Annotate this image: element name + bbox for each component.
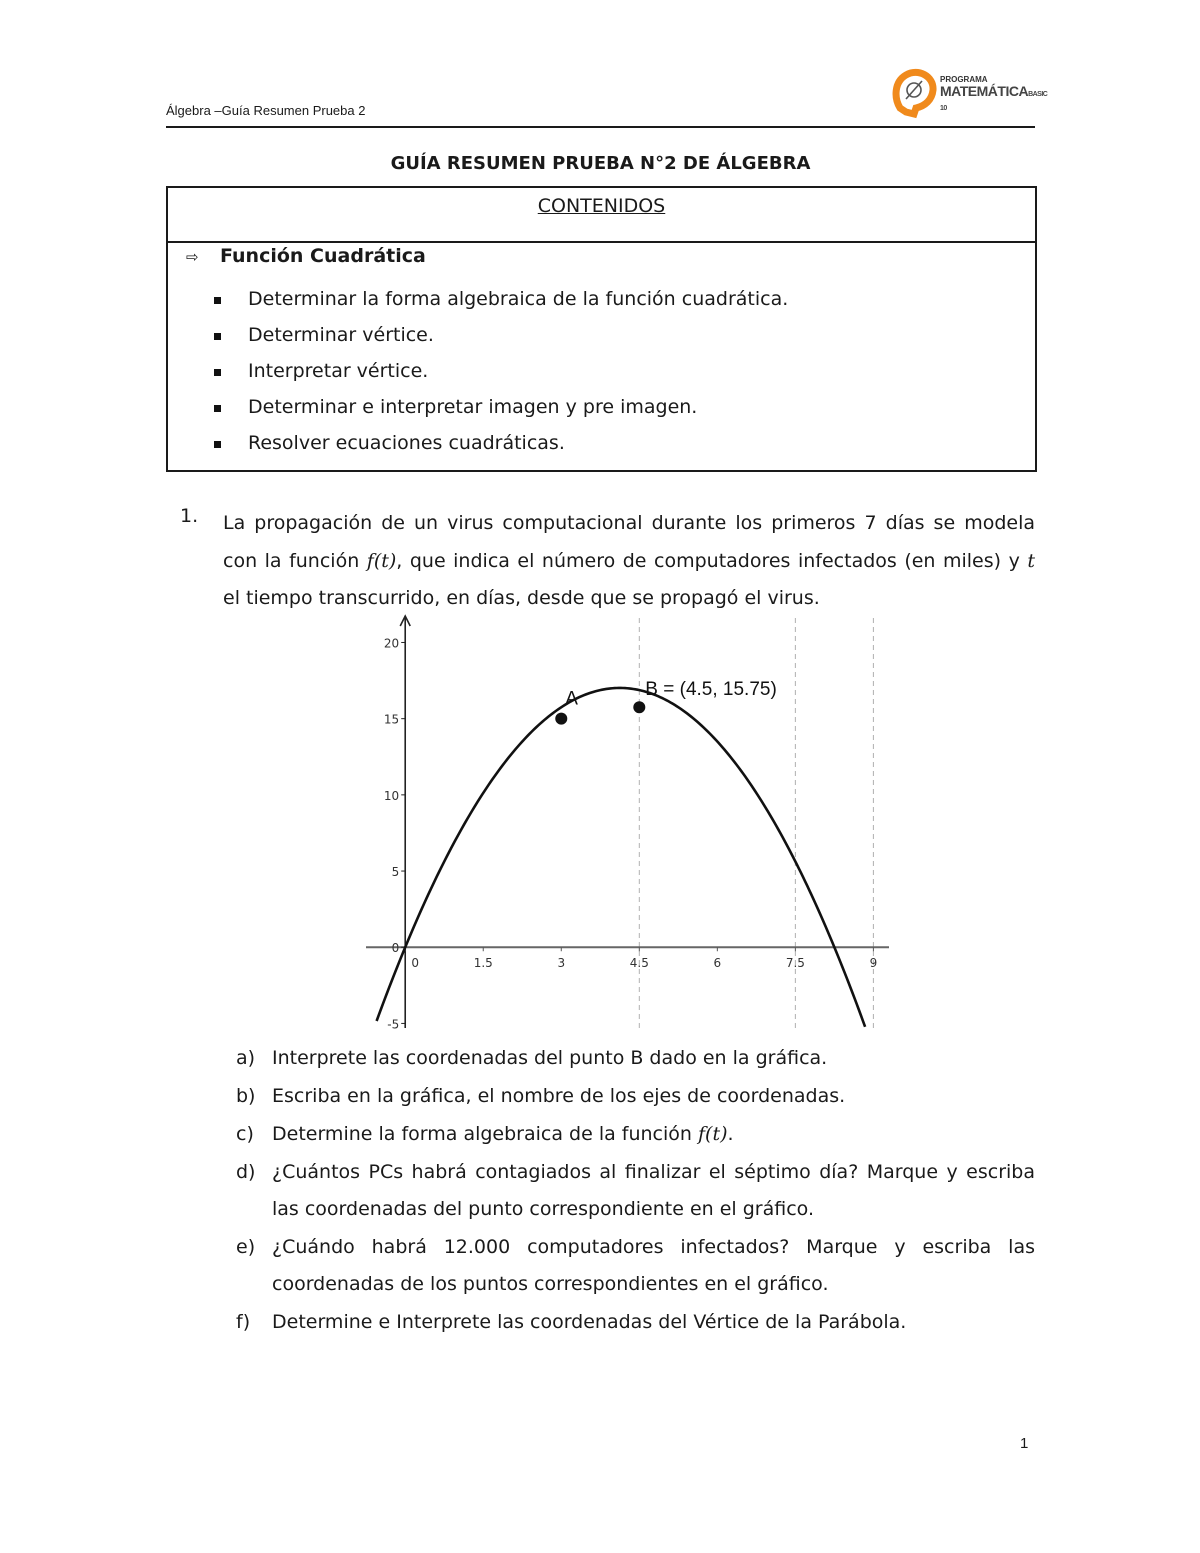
subquestion-list: [236, 1040, 1035, 1342]
program-logo: [892, 68, 1048, 120]
list-item-text: Determinar la forma algebraica de la función cuadrática.: [248, 288, 789, 310]
list-item: [208, 432, 788, 468]
logo-line2: [940, 84, 1047, 112]
y-tick-label: -5: [387, 1017, 400, 1030]
contents-table: [166, 186, 1037, 472]
variable-notation: t: [1027, 549, 1035, 572]
point-A: [555, 713, 567, 725]
logo-text: [940, 76, 1047, 112]
y-tick-label: 0: [391, 941, 400, 956]
point-B: [633, 701, 645, 713]
y-tick-label: 10: [383, 788, 400, 803]
question-text: [223, 505, 1035, 618]
contents-list: [208, 288, 788, 468]
subquestion-f: [236, 1304, 1035, 1341]
logo-line2-text: MATEMÁTICA: [940, 83, 1029, 99]
bullet-square-icon: [214, 441, 221, 448]
bullet-square-icon: [214, 369, 221, 376]
point-label-B: B = (4.5, 15.75): [645, 679, 777, 701]
subquestion-text: Determine e Interprete las coordenadas del Vértice de la Parábola.: [272, 1311, 907, 1333]
page-header: [166, 75, 1048, 128]
bullet-square-icon: [214, 405, 221, 412]
function-notation: f(t): [698, 1123, 728, 1145]
question-text-part2: , que indica el número de computadores infectados (en miles) y: [396, 549, 1028, 572]
contents-heading: CONTENIDOS: [537, 195, 666, 217]
topic-label: Función Cuadrática: [220, 245, 426, 267]
x-tick-label: 0: [411, 956, 420, 971]
page-number: 1: [1020, 1435, 1029, 1452]
y-tick-label: 20: [383, 636, 400, 651]
x-tick-label: 4.5: [629, 956, 649, 971]
logo-line1: PROGRAMA: [940, 75, 988, 84]
subquestion-label: a): [236, 1047, 256, 1069]
y-tick-label: 15: [383, 712, 400, 727]
subquestion-label: e): [236, 1236, 256, 1258]
bullet-square-icon: [214, 297, 221, 304]
subquestion-e: [236, 1229, 1035, 1303]
x-tick-label: 7.5: [785, 956, 805, 971]
subquestion-a: [236, 1040, 1035, 1077]
logo-line2-suffix: BASIC 10: [940, 91, 1048, 112]
x-tick-label: 3: [557, 956, 566, 971]
list-item-text: Determinar e interpretar imagen y pre imagen.: [248, 396, 698, 418]
contents-header-row: [168, 188, 1035, 243]
topic-heading: [186, 245, 426, 267]
function-notation: f(t): [366, 549, 397, 572]
arrow-right-icon: ⇨: [186, 248, 199, 266]
subquestion-label: c): [236, 1123, 254, 1145]
parabola-chart: [360, 612, 895, 1030]
axes: [366, 616, 889, 1028]
list-item-text: Resolver ecuaciones cuadráticas.: [248, 432, 565, 454]
bullet-square-icon: [214, 333, 221, 340]
subquestion-b: [236, 1078, 1035, 1115]
subquestion-label: b): [236, 1085, 256, 1107]
subquestion-label: d): [236, 1161, 256, 1183]
list-item: [208, 288, 788, 324]
list-item: [208, 360, 788, 396]
subquestion-text: ¿Cuántos PCs habrá contagiados al finalizar el séptimo día? Marque y escriba las coordenadas del punto correspondiente en el gráfico.: [272, 1161, 1035, 1220]
subquestion-label: f): [236, 1311, 251, 1333]
question-text-part1: La propagación de un virus computacional durante los primeros 7 días se modela con la función: [223, 512, 1035, 572]
point-label-A: A: [565, 688, 578, 710]
x-tick-label: 1.5: [473, 956, 493, 971]
list-item-text: Determinar vértice.: [248, 324, 434, 346]
subquestion-text: Escriba en la gráfica, el nombre de los ejes de coordenadas.: [272, 1085, 846, 1107]
subquestion-text: ¿Cuándo habrá 12.000 computadores infectados? Marque y escriba las coordenadas de los puntos correspondientes en el gráfico.: [272, 1236, 1035, 1295]
parabola-curve: [377, 688, 866, 1027]
header-title: Álgebra –Guía Resumen Prueba 2: [166, 103, 366, 118]
x-tick-label: 6: [713, 956, 722, 971]
x-tick-label: 9: [869, 956, 878, 971]
list-item-text: Interpretar vértice.: [248, 360, 429, 382]
question-text-part3: el tiempo transcurrido, en días, desde que se propagó el virus.: [223, 587, 820, 609]
subquestion-d: [236, 1154, 1035, 1228]
list-item: [208, 396, 788, 432]
logo-icon: [892, 68, 938, 120]
y-tick-label: 5: [391, 865, 400, 880]
list-item: [208, 324, 788, 360]
subquestion-text: Determine la forma algebraica de la función: [272, 1123, 698, 1145]
subquestion-c: [236, 1116, 1035, 1153]
subquestion-text: Interprete las coordenadas del punto B dado en la gráfica.: [272, 1047, 828, 1069]
subquestion-text-end: .: [727, 1123, 734, 1145]
question-number: 1.: [180, 505, 199, 527]
document-title: GUÍA RESUMEN PRUEBA N°2 DE ÁLGEBRA: [390, 153, 811, 174]
points: [555, 679, 777, 724]
